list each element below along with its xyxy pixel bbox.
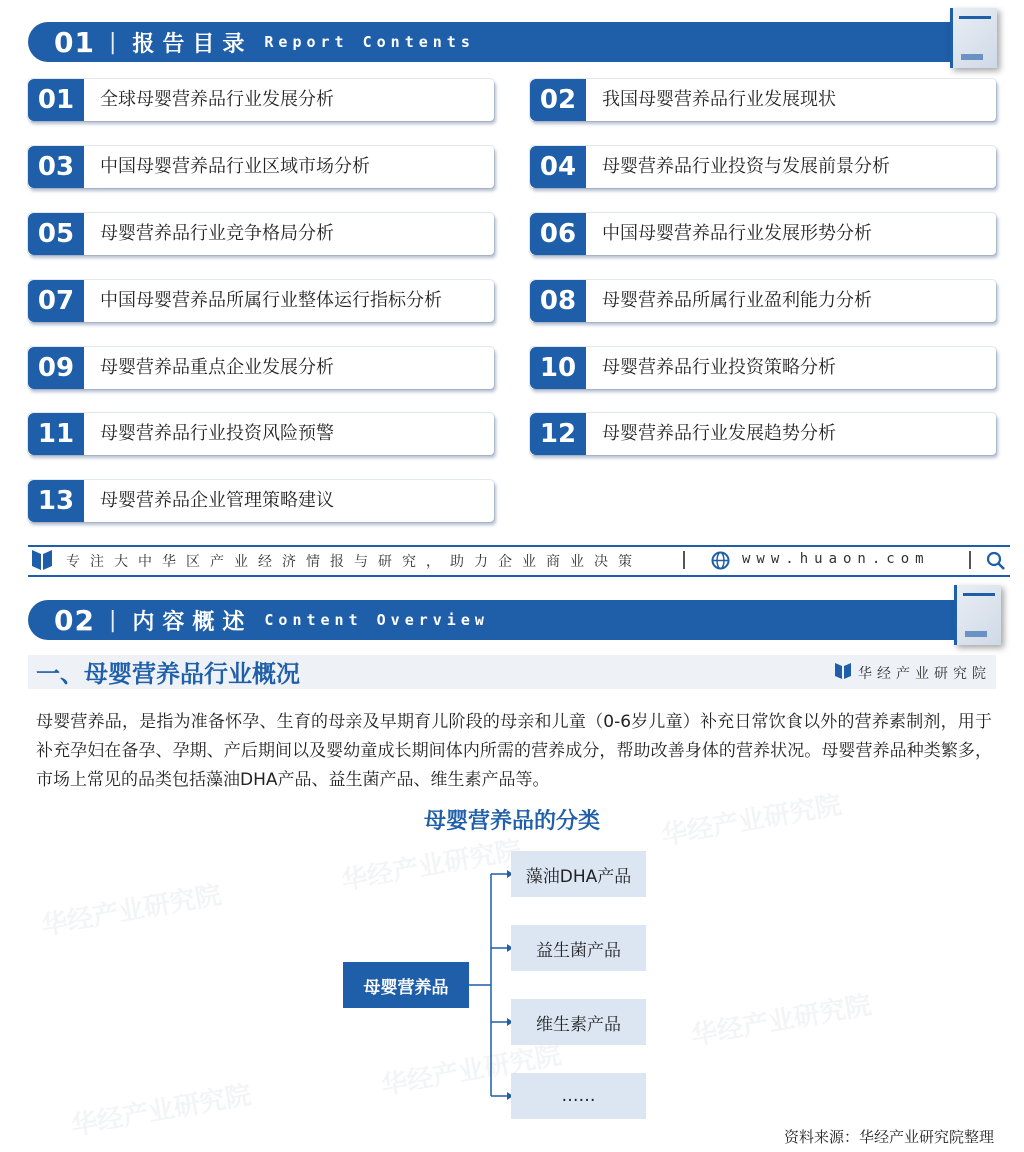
watermark: 华经产业研究院 xyxy=(339,835,524,897)
toc-item[interactable] xyxy=(28,480,494,522)
section1-number: 01 xyxy=(54,25,95,59)
toc-label: 中国母婴营养品行业区域市场分析 xyxy=(100,156,370,177)
source-note: 资料来源：华经产业研究院整理 xyxy=(783,1128,994,1146)
toc-item[interactable] xyxy=(530,213,996,255)
section2-title: 内容概述 xyxy=(132,609,253,635)
diagram-child-node: 藻油DHA产品 xyxy=(511,851,646,897)
logo-icon xyxy=(835,663,851,679)
slogan-divider xyxy=(683,551,685,569)
toc-label: 中国母婴营养品行业发展形势分析 xyxy=(602,223,872,244)
toc-label: 母婴营养品行业竞争格局分析 xyxy=(100,223,334,244)
toc-number: 13 xyxy=(28,480,84,522)
subsection-title: 一、母婴营养品行业概况 xyxy=(36,660,300,688)
toc-label: 母婴营养品企业管理策略建议 xyxy=(100,490,334,511)
toc-item[interactable] xyxy=(530,146,996,188)
toc-label: 母婴营养品行业投资风险预警 xyxy=(100,423,334,444)
toc-label: 母婴营养品行业投资与发展前景分析 xyxy=(602,156,890,177)
intro-paragraph: 母婴营养品，是指为准备怀孕、生育的母亲及早期育儿阶段的母亲和儿童（0-6岁儿童）补充日常饮食以外的营养素制剂，用于补充孕妇在备孕、孕期、产后期间以及婴幼童成长期间体内所需的营养成分，帮助改善身体的营养状况。母婴营养品种类繁多，市场上常见的品类包括藻油DHA产品、益生菌产品、维生素产品等。 xyxy=(36,712,992,790)
slogan-top-rule xyxy=(28,545,1010,547)
diagram-title: 母婴营养品的分类 xyxy=(423,809,600,834)
slogan-divider xyxy=(969,551,971,569)
slogan-bottom-rule xyxy=(28,575,1010,577)
slogan-text: 专注大中华区产业经济情报与研究，助力企业商业决策 xyxy=(66,554,642,570)
diagram-child-node: 维生素产品 xyxy=(511,999,646,1045)
section2-title-en: Content Overview xyxy=(264,611,489,629)
search-icon[interactable] xyxy=(986,551,1005,570)
report-cover-icon xyxy=(950,8,997,68)
globe-icon xyxy=(711,551,730,570)
toc-item[interactable] xyxy=(530,413,996,455)
watermark: 华经产业研究院 xyxy=(39,880,224,942)
report-cover-icon xyxy=(954,585,1001,645)
toc-number: 08 xyxy=(530,280,586,322)
diagram-child-node: …… xyxy=(511,1073,646,1119)
toc-label: 全球母婴营养品行业发展分析 xyxy=(100,89,334,110)
toc-label: 母婴营养品行业投资策略分析 xyxy=(602,357,836,378)
toc-number: 09 xyxy=(28,347,84,389)
watermark: 华经产业研究院 xyxy=(689,990,874,1052)
toc-number: 11 xyxy=(28,413,84,455)
section1-header xyxy=(28,22,996,62)
toc-item[interactable] xyxy=(530,79,996,121)
toc-item[interactable] xyxy=(28,213,494,255)
section2-separator: | xyxy=(108,607,117,633)
section1-title: 报告目录 xyxy=(132,31,253,57)
toc-number: 06 xyxy=(530,213,586,255)
toc-item[interactable] xyxy=(530,280,996,322)
toc-number: 02 xyxy=(530,79,586,121)
toc-label: 我国母婴营养品行业发展现状 xyxy=(602,89,836,110)
section1-separator: | xyxy=(108,29,117,55)
toc-number: 01 xyxy=(28,79,84,121)
toc-number: 04 xyxy=(530,146,586,188)
toc-number: 05 xyxy=(28,213,84,255)
logo-icon xyxy=(32,550,54,570)
toc-item[interactable] xyxy=(28,413,494,455)
toc-label: 母婴营养品重点企业发展分析 xyxy=(100,357,334,378)
watermark: 华经产业研究院 xyxy=(69,1080,254,1142)
toc-number: 12 xyxy=(530,413,586,455)
diagram-root-node: 母婴营养品 xyxy=(343,962,469,1008)
toc-item[interactable] xyxy=(28,79,494,121)
brand-name: 华经产业研究院 xyxy=(858,666,991,682)
toc-item[interactable] xyxy=(28,146,494,188)
watermark: 华经产业研究院 xyxy=(379,1040,564,1102)
toc-label: 母婴营养品行业发展趋势分析 xyxy=(602,423,836,444)
toc-number: 10 xyxy=(530,347,586,389)
toc-label: 母婴营养品所属行业盈利能力分析 xyxy=(602,290,872,311)
section2-header xyxy=(28,600,996,640)
toc-label: 中国母婴营养品所属行业整体运行指标分析 xyxy=(100,290,442,311)
watermark: 华经产业研究院 xyxy=(659,790,844,852)
toc-item[interactable] xyxy=(28,280,494,322)
toc-item[interactable] xyxy=(530,347,996,389)
section2-number: 02 xyxy=(54,603,95,637)
toc-item[interactable] xyxy=(28,347,494,389)
diagram-child-node: 益生菌产品 xyxy=(511,925,646,971)
website-url[interactable]: www.huaon.com xyxy=(742,551,930,567)
section1-title-en: Report Contents xyxy=(264,33,475,51)
toc-number: 03 xyxy=(28,146,84,188)
toc-number: 07 xyxy=(28,280,84,322)
